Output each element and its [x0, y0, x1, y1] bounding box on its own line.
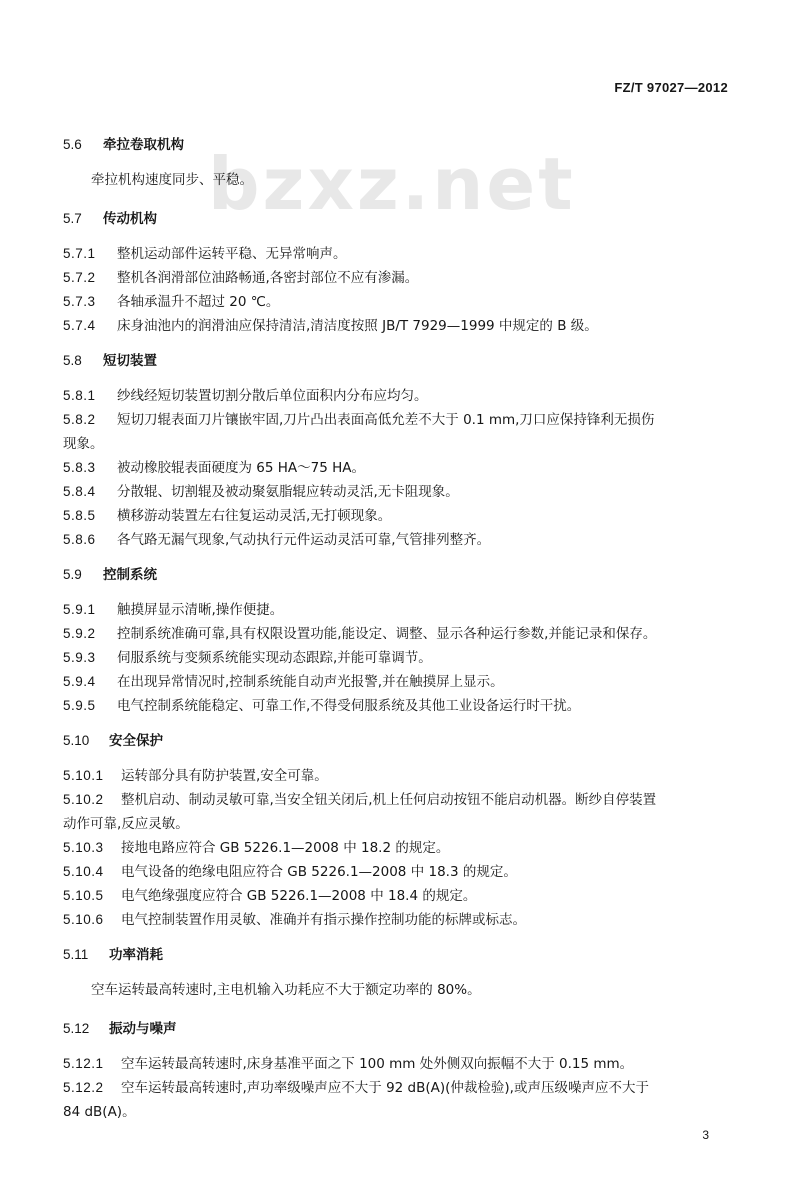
clause-text: 各轴承温升不超过 20 ℃。 [117, 294, 280, 310]
clause-number: 5.8.5 [63, 508, 96, 523]
section-heading [63, 207, 738, 231]
clause [63, 908, 738, 932]
clause-continuation: 动作可靠,反应灵敏。 [63, 816, 189, 832]
clause-number: 5.8.4 [63, 484, 96, 499]
clause-text: 整机各润滑部位油路畅通,各密封部位不应有渗漏。 [117, 270, 419, 286]
clause-number: 5.8.1 [63, 388, 96, 403]
section-title: 控制系统 [103, 567, 157, 583]
clause-list [63, 764, 738, 932]
clause [63, 1052, 738, 1076]
clause [63, 408, 738, 432]
section-number: 5.7 [63, 211, 82, 226]
clause-number: 5.9.1 [63, 602, 96, 617]
clause [63, 456, 738, 480]
clause [63, 860, 738, 884]
clause-text: 横移游动装置左右往复运动灵活,无打顿现象。 [117, 508, 392, 524]
watermark: bzxz.net [208, 142, 576, 226]
clause-number: 5.10.4 [63, 864, 104, 879]
clause-text: 整机运动部件运转平稳、无异常响声。 [117, 246, 347, 262]
clause [63, 242, 738, 266]
clause-text: 空车运转最高转速时,声功率级噪声应不大于 92 dB(A)(仲裁检验),或声压级噪声应不大于 [121, 1080, 649, 1096]
section-heading [63, 1017, 738, 1041]
section-heading [63, 943, 738, 967]
clause-number: 5.7.2 [63, 270, 96, 285]
section-number: 5.11 [63, 947, 89, 962]
clause [63, 314, 738, 338]
section-heading [63, 133, 738, 157]
clause-list [63, 1052, 738, 1124]
clause-list [63, 598, 738, 718]
clause-number: 5.10.1 [63, 768, 104, 783]
clause-text: 伺服系统与变频系统能实现动态跟踪,并能可靠调节。 [117, 650, 432, 666]
clause-text: 空车运转最高转速时,床身基准平面之下 100 mm 处外侧双向振幅不大于 0.15 mm。 [121, 1056, 634, 1072]
clause-continuation: 现象。 [63, 436, 104, 452]
page-number: 3 [702, 1128, 709, 1142]
clause-number: 5.9.2 [63, 626, 96, 641]
clause-text: 电气绝缘强度应符合 GB 5226.1—2008 中 18.4 的规定。 [121, 888, 477, 904]
clause [63, 764, 738, 788]
clause-text: 接地电路应符合 GB 5226.1—2008 中 18.2 的规定。 [121, 840, 450, 856]
clause [63, 384, 738, 408]
document-code: FZ/T 97027—2012 [614, 80, 728, 95]
clause [63, 504, 738, 528]
clause-number: 5.7.4 [63, 318, 96, 333]
clause-text: 分散辊、切割辊及被动聚氨脂辊应转动灵活,无卡阻现象。 [117, 484, 459, 500]
clause [63, 266, 738, 290]
section-title: 传动机构 [103, 211, 157, 227]
clause-text: 电气控制装置作用灵敏、准确并有指示操作控制功能的标牌或标志。 [121, 912, 526, 928]
clause-number: 5.10.2 [63, 792, 104, 807]
section-number: 5.6 [63, 137, 82, 152]
section-title: 功率消耗 [109, 947, 163, 963]
clause-text: 电气设备的绝缘电阻应符合 GB 5226.1—2008 中 18.3 的规定。 [121, 864, 517, 880]
clause [63, 290, 738, 314]
clause-number: 5.9.5 [63, 698, 96, 713]
clause-text: 纱线经短切装置切割分散后单位面积内分布应均匀。 [117, 388, 428, 404]
clause-number: 5.8.6 [63, 532, 96, 547]
clause [63, 622, 738, 646]
clause-number: 5.7.1 [63, 246, 96, 261]
section-paragraph: 牵拉机构速度同步、平稳。 [91, 172, 253, 188]
section-number: 5.9 [63, 567, 82, 582]
clause [63, 836, 738, 860]
clause [63, 670, 738, 694]
clause [63, 528, 738, 552]
section-number: 5.8 [63, 353, 82, 368]
section-heading [63, 349, 738, 373]
clause-number: 5.7.3 [63, 294, 96, 309]
section-number: 5.12 [63, 1021, 90, 1036]
clause-number: 5.9.3 [63, 650, 96, 665]
clause-text: 短切刀辊表面刀片镶嵌牢固,刀片凸出表面高低允差不大于 0.1 mm,刀口应保持锋利无损伤 [117, 412, 655, 428]
clause [63, 694, 738, 718]
clause-continuation: 84 dB(A)。 [63, 1104, 136, 1120]
clause-text: 各气路无漏气现象,气动执行元件运动灵活可靠,气管排列整齐。 [117, 532, 491, 548]
clause-number: 5.12.1 [63, 1056, 104, 1071]
section-heading [63, 563, 738, 587]
clause-text: 整机启动、制动灵敏可靠,当安全钮关闭后,机上任何启动按钮不能启动机器。断纱自停装置 [121, 792, 657, 808]
clause [63, 1076, 738, 1100]
clause-number: 5.12.2 [63, 1080, 104, 1095]
section-title: 短切装置 [103, 353, 157, 369]
clause-number: 5.10.6 [63, 912, 104, 927]
clause-number: 5.10.3 [63, 840, 104, 855]
clause-list [63, 242, 738, 338]
section-heading [63, 729, 738, 753]
clause [63, 598, 738, 622]
clause [63, 646, 738, 670]
section-title: 安全保护 [109, 733, 163, 749]
clause-text: 床身油池内的润滑油应保持清洁,清洁度按照 JB/T 7929—1999 中规定的 B 级。 [117, 318, 598, 334]
clause-number: 5.8.3 [63, 460, 96, 475]
clause-number: 5.8.2 [63, 412, 96, 427]
clause-text: 在出现异常情况时,控制系统能自动声光报警,并在触摸屏上显示。 [117, 674, 504, 690]
clause-text: 触摸屏显示清晰,操作便捷。 [117, 602, 284, 618]
clause [63, 884, 738, 908]
clause-number: 5.10.5 [63, 888, 104, 903]
clause-text: 电气控制系统能稳定、可靠工作,不得受伺服系统及其他工业设备运行时干扰。 [117, 698, 581, 714]
section-paragraph: 空车运转最高转速时,主电机输入功耗应不大于额定功率的 80%。 [91, 982, 481, 998]
clause-text: 被动橡胶辊表面硬度为 65 HA～75 HA。 [117, 460, 366, 476]
clause-number: 5.9.4 [63, 674, 96, 689]
clause-text: 运转部分具有防护装置,安全可靠。 [121, 768, 328, 784]
clause-list [63, 384, 738, 552]
clause [63, 788, 738, 812]
section-title: 振动与噪声 [109, 1021, 177, 1037]
clause [63, 480, 738, 504]
section-number: 5.10 [63, 733, 90, 748]
document-body [63, 133, 738, 1135]
clause-text: 控制系统准确可靠,具有权限设置功能,能设定、调整、显示各种运行参数,并能记录和保存。 [117, 626, 657, 642]
section-title: 牵拉卷取机构 [103, 137, 184, 153]
